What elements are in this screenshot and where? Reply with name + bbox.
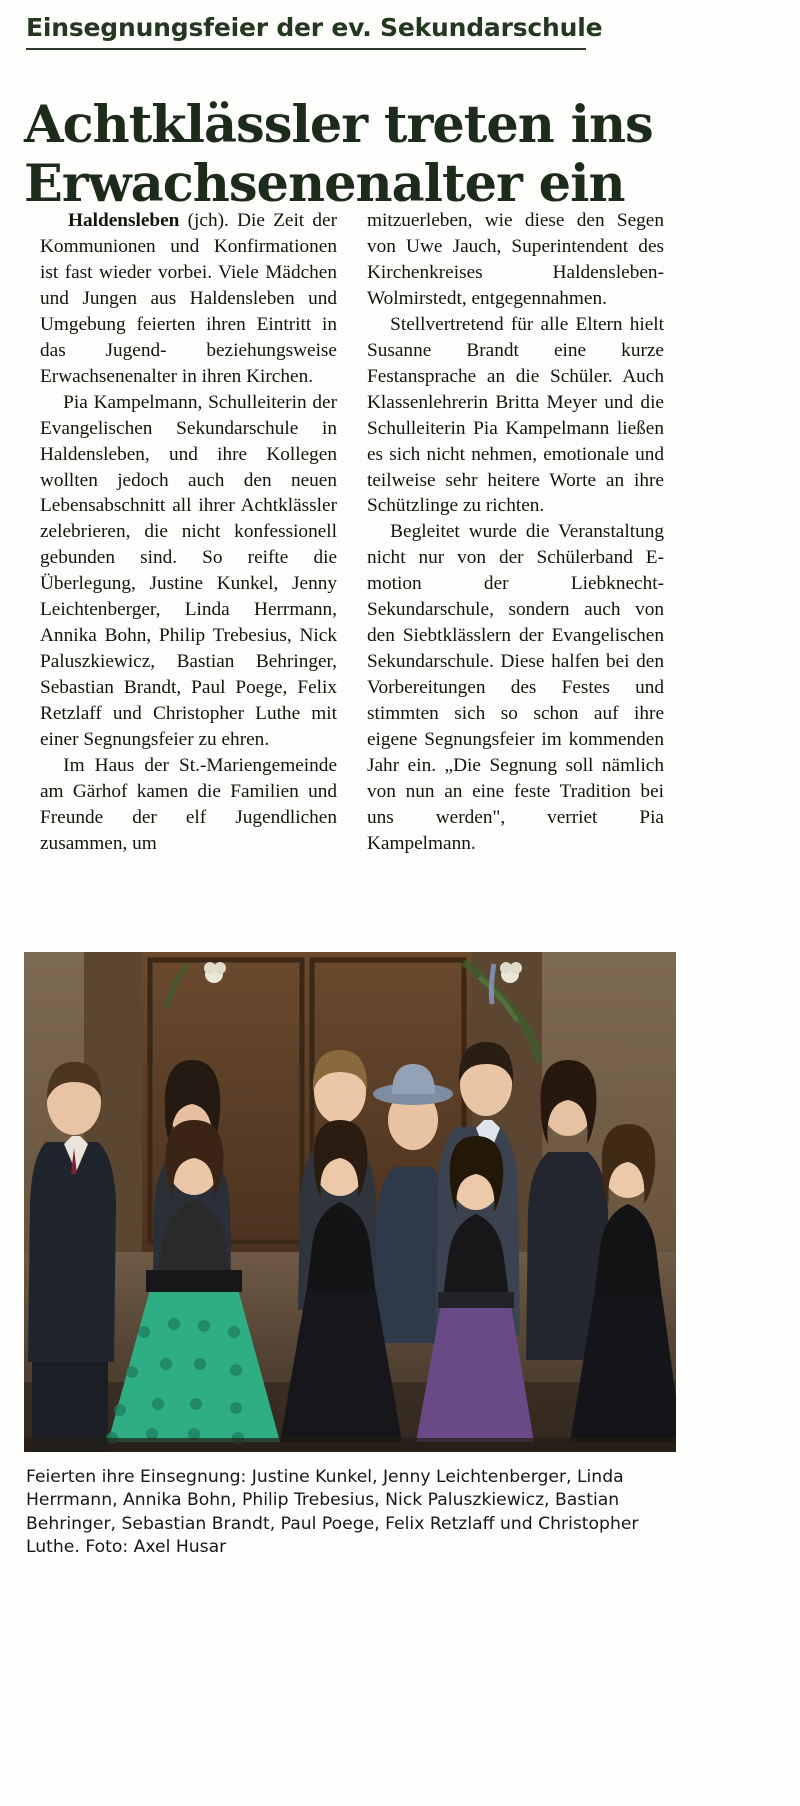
article-body [40, 208, 664, 857]
article-photo [24, 952, 676, 1452]
column-right [367, 208, 664, 857]
headline-line-2: Erwachsenenalter ein [24, 154, 625, 215]
kicker-rule [26, 13, 603, 50]
dateline: Haldensleben [67, 210, 180, 231]
paragraph: Im Haus der St.-Mariengemeinde am Gärhof kamen die Familien und Freunde der elf Jugendlichen zusammen, um [40, 755, 337, 854]
paragraph [40, 208, 337, 390]
page-title [24, 96, 724, 214]
paragraph: Stellvertretend für alle Eltern hielt Susanne Brandt eine kurze Festansprache an die Schüler. Auch Klassenlehrerin Britta Meyer und die Schulleiterin Pia Kampelmann ließen es sich nicht nehmen, emotionale und teilweise sehr heitere Worte an ihre Schützlinge zu richten. [367, 313, 664, 517]
column-left [40, 208, 337, 857]
caption-text: Feierten ihre Einsegnung: Justine Kunkel, Jenny Leichtenberger, Linda Herrmann, Annika Bohn, Philip Trebesius, Nick Paluszkiewicz, Bastian Behringer, Sebastian Brandt, Paul Poege, Felix Retzlaff und Christopher Luthe. [26, 1467, 639, 1558]
photo-credit: Foto: Axel Husar [85, 1537, 227, 1558]
group-photo-illustration [24, 952, 676, 1452]
article-kicker: Einsegnungsfeier der ev. Sekundarschule [26, 13, 603, 42]
paragraph: Begleitet wurde die Veranstaltung nicht nur von der Schülerband E-motion der Liebknecht-Sekundarschule, sondern auch von den Siebtklässlern der Evangelischen Sekundarschule. Diese halfen bei den Vorbereitungen des Festes und stimmten sich so schon auf ihre eigene Segnungsfeier im kommenden Jahr ein. „Die Segnung soll nämlich von nun an eine feste Tradition bei uns werden", verriet Pia Kampelmann. [367, 521, 664, 854]
headline-line-1: Achtklässler treten ins [24, 95, 653, 156]
paragraph-text: (jch). Die Zeit der Kommunionen und Konfirmationen ist fast wieder vorbei. Viele Mädchen und Jungen aus Haldensleben und Umgebung feierten ihren Eintritt in das Jugend- beziehungsweise Erwachsenenalter in ihren Kirchen. [40, 210, 337, 387]
paragraph: Pia Kampelmann, Schulleiterin der Evangelischen Sekundarschule in Haldensleben, und ihre Kollegen wollten jedoch auch den neuen Lebensabschnitt all ihrer Achtklässler zelebrieren, die nicht konfessionell gebunden sind. So reifte die Überlegung, Justine Kunkel, Jenny Leichtenberger, Linda Herrmann, Annika Bohn, Philip Trebesius, Nick Paluszkiewicz, Bastian Behringer, Sebastian Brandt, Paul Poege, Felix Retzlaff und Christopher Luthe mit einer Segnungsfeier zu ehren. [40, 391, 337, 751]
paragraph: mitzuerleben, wie diese den Segen von Uwe Jauch, Superintendent des Kirchenkreises Haldensleben-Wolmirstedt, entgegennahmen. [367, 210, 664, 309]
photo-caption [26, 1466, 681, 1560]
